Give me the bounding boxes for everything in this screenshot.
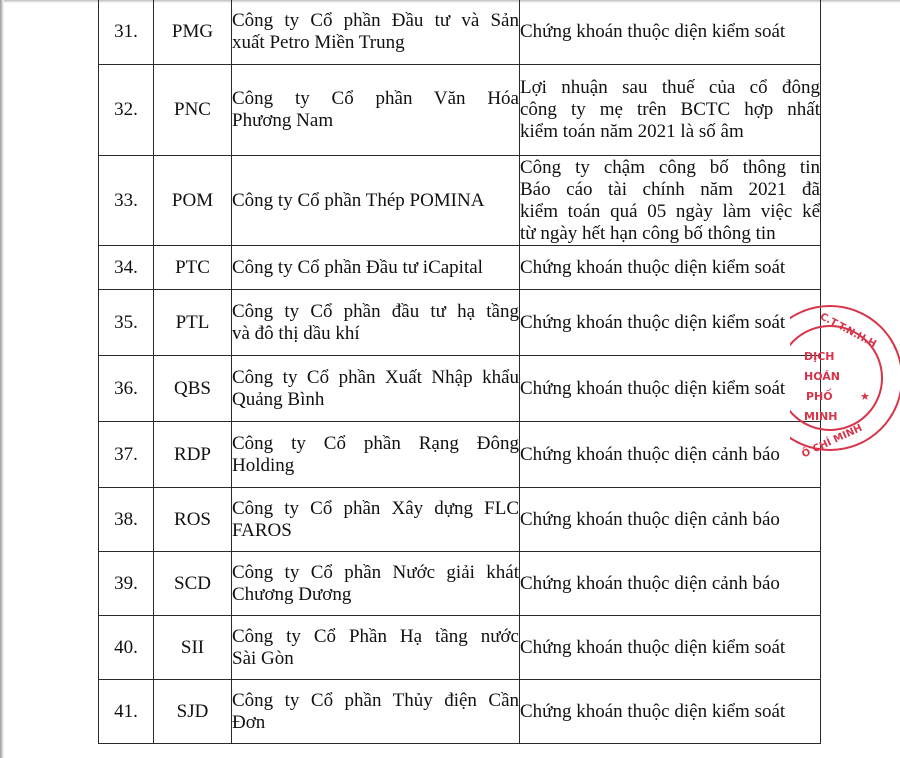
ticker-code: POM	[154, 156, 232, 246]
status-reason	[520, 680, 821, 744]
table-row	[99, 680, 821, 744]
table-row	[99, 156, 821, 246]
company-name-line: Phương Nam	[232, 110, 334, 131]
company-name	[232, 246, 520, 290]
company-name-line: Công ty Cổ phần Văn Hóa	[232, 88, 519, 109]
stamp-inner-line: MINH	[804, 410, 838, 423]
row-number: 36.	[99, 356, 154, 422]
stamp-bottom-text: Ồ CHÍ MINH	[800, 422, 865, 461]
table-row	[99, 65, 821, 156]
company-name	[232, 680, 520, 744]
status-reason	[520, 0, 821, 65]
row-number: 35.	[99, 290, 154, 356]
company-name-line: Công ty Cổ phần Nước giải khát	[232, 561, 519, 583]
company-name-line: Quảng Bình	[232, 388, 325, 410]
company-name-line: Công ty Cổ Phần Hạ tầng nước	[232, 625, 519, 647]
company-name	[232, 156, 520, 246]
company-name-line: Công ty Cổ phần Đầu tư iCapital	[232, 256, 483, 278]
securities-list-table	[98, 0, 821, 744]
table-row	[99, 488, 821, 552]
status-reason-line: Công ty chậm công bố thông tin	[520, 156, 820, 178]
row-number: 34.	[99, 246, 154, 290]
company-name-line: Công ty Cổ phần Thép POMINA	[232, 189, 485, 211]
status-reason-line: Chứng khoán thuộc diện kiểm soát	[520, 636, 786, 658]
status-reason-line: Chứng khoán thuộc diện kiểm soát	[520, 20, 786, 42]
table-row	[99, 246, 821, 290]
status-reason-line: Chứng khoán thuộc diện cảnh báo	[520, 443, 780, 465]
stamp-inner-line: HOÁN	[804, 370, 840, 383]
status-reason-line: Báo cáo tài chính năm 2021 đã	[520, 178, 820, 200]
stamp-inner-line: DỊCH	[804, 350, 835, 363]
company-name-line: xuất Petro Miền Trung	[232, 31, 405, 53]
company-name-line: FAROS	[232, 519, 292, 541]
status-reason-line: Chứng khoán thuộc diện kiểm soát	[520, 311, 786, 333]
table-row	[99, 422, 821, 488]
company-name-line: Chương Dương	[232, 583, 352, 605]
status-reason-line: Lợi nhuận sau thuế của cổ đông	[520, 77, 820, 98]
status-reason-line: Chứng khoán thuộc diện cảnh báo	[520, 572, 780, 594]
company-name	[232, 422, 520, 488]
ticker-code: PMG	[154, 0, 232, 65]
row-number: 39.	[99, 552, 154, 616]
company-name-line: Công ty Cổ phần Rạng Đông	[232, 432, 519, 454]
company-name	[232, 65, 520, 156]
row-number: 31.	[99, 0, 154, 65]
company-name-line: Công ty Cổ phần Đầu tư và Sản	[232, 9, 519, 31]
row-number: 41.	[99, 680, 154, 744]
row-number: 33.	[99, 156, 154, 246]
status-reason-line: công ty mẹ trên BCTC hợp nhất	[520, 99, 820, 120]
ticker-code: PNC	[154, 65, 232, 156]
status-reason-line: Chứng khoán thuộc diện kiểm soát	[520, 377, 786, 399]
row-number: 37.	[99, 422, 154, 488]
status-reason	[520, 552, 821, 616]
table-row	[99, 552, 821, 616]
star-icon: ★	[860, 390, 870, 403]
status-reason	[520, 488, 821, 552]
page-left-edge	[0, 0, 4, 758]
status-reason	[520, 616, 821, 680]
company-name-line: Công ty Cổ phần Xuất Nhập khẩu	[232, 366, 519, 388]
table-row	[99, 0, 821, 65]
ticker-code: SII	[154, 616, 232, 680]
status-reason	[520, 290, 821, 356]
status-reason-line: từ ngày hết hạn công bố thông tin	[520, 222, 776, 244]
company-name-line: Công ty Cổ phần Thủy điện Cần	[232, 689, 519, 711]
row-number: 38.	[99, 488, 154, 552]
table-row	[99, 290, 821, 356]
company-name-line: Công ty Cổ phần Xây dựng FLC	[232, 497, 519, 519]
status-reason-line: Chứng khoán thuộc diện cảnh báo	[520, 508, 780, 530]
status-reason-line: Chứng khoán thuộc diện kiểm soát	[520, 256, 786, 278]
stamp-ring-text: C.T.T.N.H.H	[817, 311, 878, 351]
company-name-line: Sài Gòn	[232, 647, 294, 669]
status-reason	[520, 356, 821, 422]
ticker-code: ROS	[154, 488, 232, 552]
status-reason-line: kiểm toán quá 05 ngày làm việc kể	[520, 200, 820, 222]
stamp-inner-line: PHỐ	[806, 390, 833, 403]
company-name-line: Đơn	[232, 711, 266, 733]
ticker-code: QBS	[154, 356, 232, 422]
ticker-code: RDP	[154, 422, 232, 488]
company-name	[232, 488, 520, 552]
status-reason-line: Chứng khoán thuộc diện kiểm soát	[520, 700, 786, 722]
company-name	[232, 616, 520, 680]
status-reason	[520, 422, 821, 488]
table-row	[99, 356, 821, 422]
status-reason	[520, 156, 821, 246]
company-name	[232, 0, 520, 65]
row-number: 32.	[99, 65, 154, 156]
ticker-code: PTL	[154, 290, 232, 356]
status-reason-line: kiểm toán năm 2021 là số âm	[520, 121, 744, 142]
company-name	[232, 290, 520, 356]
ticker-code: SJD	[154, 680, 232, 744]
row-number: 40.	[99, 616, 154, 680]
ticker-code: SCD	[154, 552, 232, 616]
status-reason	[520, 246, 821, 290]
company-name-line: Công ty Cổ phần đầu tư hạ tầng	[232, 300, 519, 322]
company-name	[232, 356, 520, 422]
company-name-line: và đô thị dầu khí	[232, 322, 360, 344]
company-name	[232, 552, 520, 616]
ticker-code: PTC	[154, 246, 232, 290]
table-row	[99, 616, 821, 680]
status-reason	[520, 65, 821, 156]
company-name-line: Holding	[232, 454, 295, 476]
